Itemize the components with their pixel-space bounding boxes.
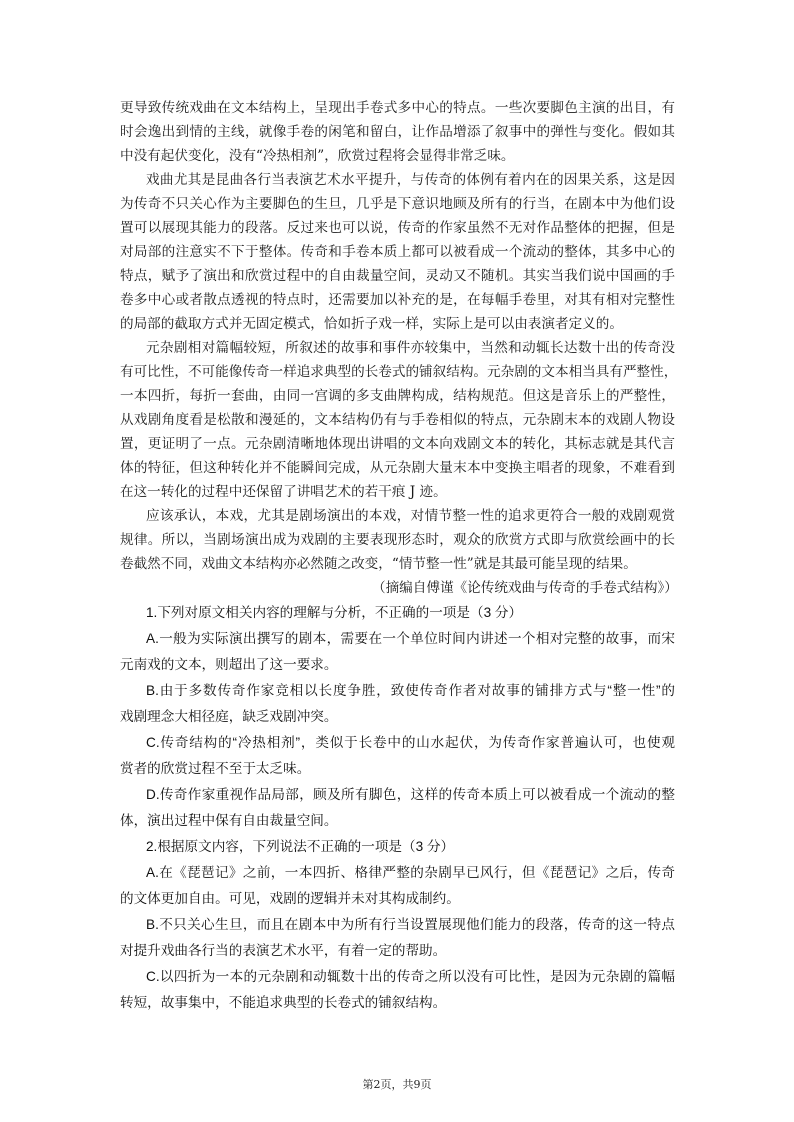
passage-line: 时会逸出到情的主线，就像手卷的闲笔和留白，让作品增添了叙事中的弹性与变化。假如其 <box>120 124 675 140</box>
question-1-option-d: D.传奇作家重视作品局部，顾及所有脚色，这样的传奇本质上可以被看成一个流动的整 <box>146 787 675 802</box>
passage-line: 置，更证明了一点。元杂剧清晰地体现出讲唱的文本向戏剧文本的转化，其标志就是其代言 <box>120 436 675 452</box>
passage-line: 对局部的注意实不下于整体。传奇和手卷本质上都可以被看成一个流动的整体，其多中心的 <box>120 244 675 260</box>
passage-line: 有可比性，不可能像传奇一样追求典型的长卷式的铺叙结构。元杂剧的文本相当具有严整性， <box>120 364 678 380</box>
question-1-option-c: 赏者的欣赏过程不至于太乏味。 <box>120 761 311 776</box>
passage-line: 卷截然不同，戏曲文本结构亦必然随之改变，“情节整一性”就是其最可能呈现的结果。 <box>120 556 637 572</box>
passage-line: 的局部的截取方式并无固定模式，恰如折子戏一样，实际上是可以由表演者定义的。 <box>120 316 623 332</box>
passage-line: 体的特征，但这种转化并不能瞬间完成，从元杂剧大量末本中变换主唱者的现象，不难看到 <box>120 460 675 476</box>
passage-line: 卷多中心或者散点透视的特点时，还需要加以补充的是，在每幅手卷里，对其有相对完整性 <box>120 292 675 308</box>
question-1-option-d: 体，演出过程中保有自由裁量空间。 <box>120 813 338 828</box>
passage-line: 更导致传统戏曲在文本结构上，呈现出手卷式多中心的特点。一些次要脚色主演的出目，有 <box>120 100 675 116</box>
question-1-option-b: 戏剧理念大相径庭，缺乏戏剧冲突。 <box>120 709 338 724</box>
passage-line: 戏曲尤其是昆曲各行当表演艺术水平提升，与传奇的体例有着内在的因果关系，这是因 <box>146 172 675 188</box>
page-number: 第2页，共9页 <box>362 1078 432 1091</box>
question-1-option-a: 元南戏的文本，则超出了这一要求。 <box>120 657 338 672</box>
question-1-option-b: B.由于多数传奇作家竞相以长度争胜，致使传奇作者对故事的铺排方式与“整一性”的 <box>146 683 675 698</box>
question-2-option-c: 转短，故事集中，不能追求典型的长卷式的铺叙结构。 <box>120 995 447 1010</box>
question-2-option-a: A.在《琵琶记》之前，一本四折、格律严整的杂剧早已风行，但《琵琶记》之后，传奇 <box>146 865 675 880</box>
passage-line: 特点，赋予了演出和欣赏过程中的自由裁量空间，灵动又不随机。其实当我们说中国画的手 <box>120 268 675 284</box>
question-2-stem: 2.根据原文内容，下列说法不正确的一项是（3 分） <box>146 839 455 854</box>
passage-line: 为传奇不只关心作为主要脚色的生旦，几乎是下意识地顾及所有的行当，在剧本中为他们设 <box>120 196 675 212</box>
passage-line: 在这一转化的过程中还保留了讲唱艺术的若干痕 J 迹。 <box>120 484 447 500</box>
passage-line: 规律。所以，当剧场演出成为戏剧的主要表现形态时，观众的欣赏方式即与欣赏绘画中的长 <box>120 532 675 548</box>
passage-line: 元杂剧相对篇幅较短，所叙述的故事和事件亦较集中，当然和动辄长达数十出的传奇没 <box>146 340 675 356</box>
question-1-stem: 1.下列对原文相关内容的理解与分析，不正确的一项是（3 分） <box>146 605 523 620</box>
passage-line: 一本四折，每折一套曲，由同一宫调的多支曲牌构成，结构规范。但这是音乐上的严整性， <box>120 388 675 404</box>
question-1-option-c: C.传奇结构的“冷热相剂”，类似于长卷中的山水起伏，为传奇作家普遍认可，也使观 <box>146 735 675 750</box>
question-1-option-a: A.一般为实际演出撰写的剧本，需要在一个单位时间内讲述一个相对完整的故事，而宋 <box>146 631 675 646</box>
passage-line: 应该承认，本戏，尤其是剧场演出的本戏，对情节整一性的追求更符合一般的戏剧观赏 <box>146 508 675 524</box>
passage-source: （摘编自傅谨《论传统戏曲与传奇的手卷式结构》） <box>372 580 678 596</box>
question-2-option-c: C.以四折为一本的元杂剧和动辄数十出的传奇之所以没有可比性，是因为元杂剧的篇幅 <box>146 969 675 984</box>
passage-line: 中没有起伏变化，没有“冷热相剂”，欣赏过程将会显得非常乏味。 <box>120 148 515 164</box>
passage-line: 置可以展现其能力的段落。反过来也可以说，传奇的作家虽然不无对作品整体的把握，但是 <box>120 220 675 236</box>
question-2-option-b: 对提升戏曲各行当的表演艺术水平，有着一定的帮助。 <box>120 943 447 958</box>
question-2-option-b: B.不只关心生旦，而且在剧本中为所有行当设置展现他们能力的段落，传奇的这一特点 <box>146 917 675 932</box>
question-2-option-a: 的文体更加自由。可见，戏剧的逻辑并未对其构成制约。 <box>120 891 460 906</box>
passage-line: 从戏剧角度看是松散和漫延的，文本结构仍有与手卷相似的特点，元杂剧末本的戏剧人物设 <box>120 412 675 428</box>
